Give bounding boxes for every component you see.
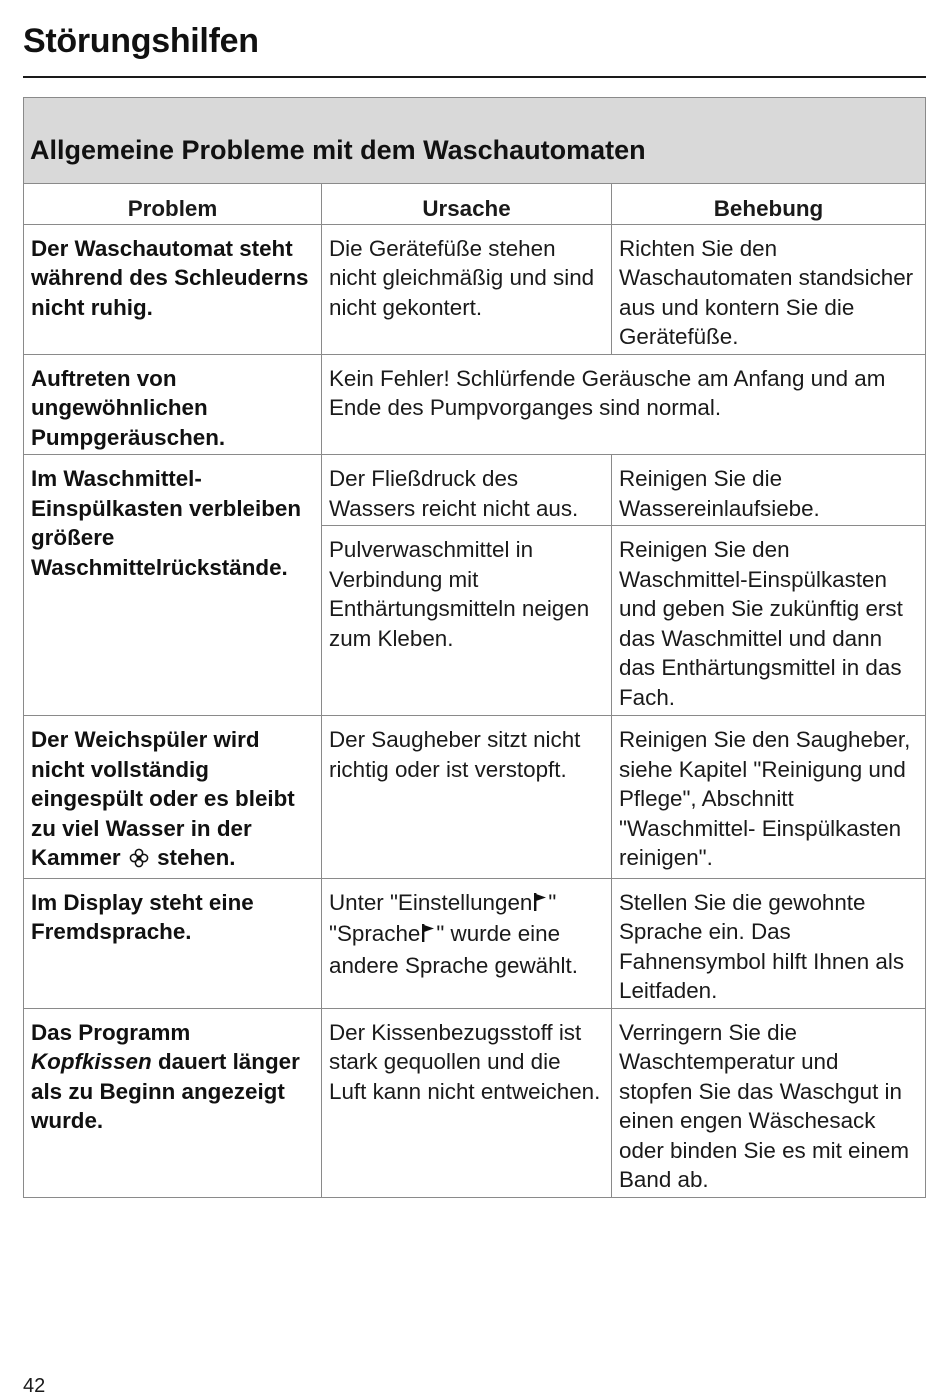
remedy-cell [612,526,926,716]
problem-cell [24,878,322,1008]
problem-cell [24,224,322,354]
program-name: Kopfkissen [31,1049,152,1074]
remedy-text: Verringern Sie die Waschtemperatur und stopfen Sie das Waschgut in einen engen Wäschesack oder binden Sie es mit einem Band ab. [619,1019,909,1192]
cause-cell [322,526,612,716]
cause-text-part2: " "Sprache [329,889,557,946]
table-row [24,878,926,1008]
remedy-text: Richten Sie den Waschautomaten standsicher aus und kontern Sie die Gerätefüße. [619,235,914,349]
cause-cell [322,1008,612,1197]
problem-text: Im Waschmittel-Einspülkasten verbleiben größere Waschmittelrückstände. [31,466,302,580]
column-header-problem: Problem [24,184,322,225]
page-title: Störungshilfen [23,22,259,60]
problem-text: Auftreten von ungewöhnlichen Pumpgeräuschen. [31,365,226,450]
remedy-cell [612,455,926,526]
remedy-cell [612,224,926,354]
flag-icon [421,921,435,951]
cause-text: Der Fließdruck des Wassers reicht nicht aus. [329,466,579,521]
remedy-cell [612,878,926,1008]
problem-text-end: stehen. [157,845,236,870]
problem-text-suffix: dauert länger als zu Beginn angezeigt wurde. [31,1049,300,1133]
page-number: 42 [23,1375,46,1397]
table-row [24,224,926,354]
troubleshooting-table [23,97,926,1198]
note-cell [322,354,926,455]
problem-text-prefix: Das Programm [31,1019,191,1045]
remedy-text: Stellen Sie die gewohnte Sprache ein. Das Fahnensymbol hilft Ihnen als Leitfaden. [619,889,905,1003]
table-row [24,716,926,879]
cause-cell [322,455,612,526]
cause-text: Pulverwaschmittel in Verbindung mit Enthärtungsmitteln neigen zum Kleben. [329,537,590,651]
problem-text: Der Weichspüler wird nicht vollständig eingespült oder es bleibt zu viel Wasser in der Kammer [31,727,295,870]
note-text: Kein Fehler! Schlürfende Geräusche am Anfang und am Ende des Pumpvorganges sind normal. [329,365,886,420]
cause-cell [322,878,612,1008]
cause-text: Der Kissenbezugsstoff ist stark gequollen und die Luft kann nicht entweichen. [329,1019,601,1104]
flag-icon [533,890,547,920]
remedy-text: Reinigen Sie den Saugheber, siehe Kapitel "Reinigung und Pflege", Abschnitt "Waschmittel- Einspülkasten reinigen". [619,727,911,870]
cause-text-part3: " wurde eine andere Sprache gewählt. [329,921,578,978]
remedy-text: Reinigen Sie den Waschmittel-Einspülkasten und geben Sie zukünftig erst das Waschmittel und dann das Enthärtungsmittel in das Fach. [619,537,903,710]
problem-cell [24,1008,322,1197]
cause-text-part1: Unter "Einstellungen [329,889,533,915]
table-row [24,1008,926,1197]
table-row [24,455,926,526]
column-header-cause: Ursache [322,184,612,225]
cause-cell [322,716,612,879]
cause-text: Der Saugheber sitzt nicht richtig oder ist verstopft. [329,727,581,782]
column-header-row [24,184,926,225]
cause-text: Die Gerätefüße stehen nicht gleichmäßig und sind nicht gekontert. [329,235,595,320]
problem-text: Der Waschautomat steht während des Schleuderns nicht ruhig. [31,235,309,320]
column-header-remedy: Behebung [612,184,926,225]
title-divider [23,76,926,78]
remedy-cell [612,716,926,879]
section-header-row [24,98,926,184]
table-row [24,354,926,455]
problem-cell [24,354,322,455]
problem-cell [24,716,322,879]
problem-cell [24,455,322,716]
cause-cell [322,224,612,354]
remedy-cell [612,1008,926,1197]
section-title: Allgemeine Probleme mit dem Waschautomaten [24,98,926,184]
problem-text: Im Display steht eine Fremdsprache. [31,889,254,944]
remedy-text: Reinigen Sie die Wassereinlaufsiebe. [619,466,820,521]
flower-icon [129,846,149,876]
